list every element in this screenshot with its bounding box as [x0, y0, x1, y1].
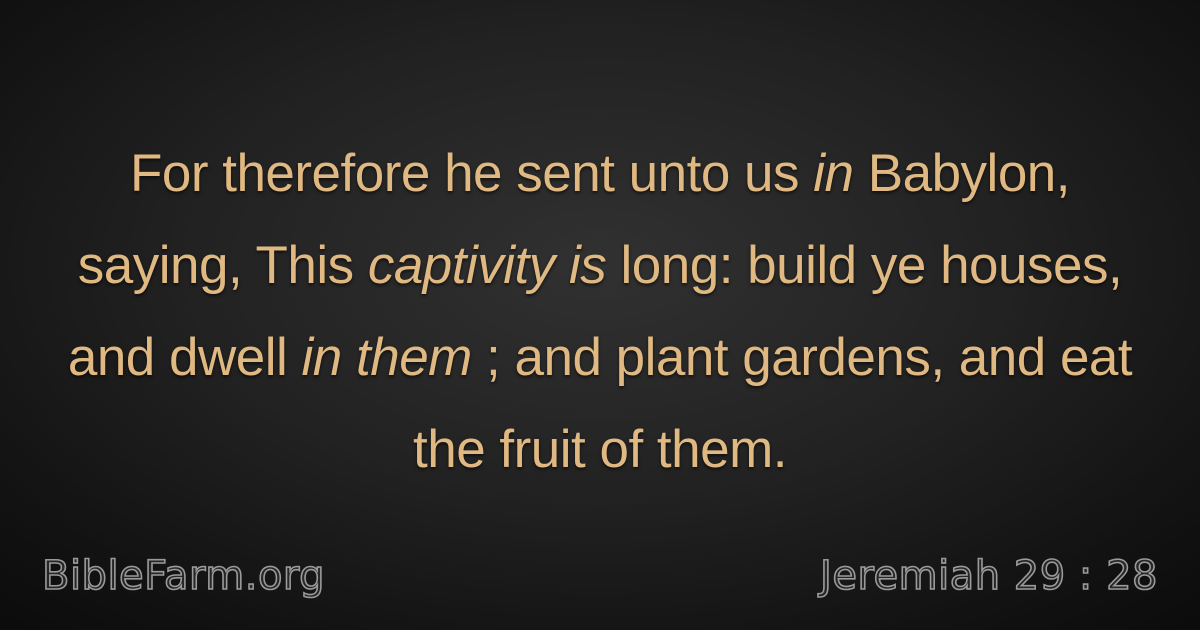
- site-name: BibleFarm.org: [42, 553, 326, 599]
- verse-segment-italic: in them: [301, 328, 472, 387]
- verse-text: [60, 128, 1140, 496]
- verse-segment: long: build ye houses, and dwell: [67, 236, 1123, 387]
- verse-segment-italic: in: [813, 144, 854, 203]
- verse-segment: For therefore he sent unto us: [130, 144, 814, 203]
- verse-segment: ; and plant gardens, and eat the fruit of them.: [413, 328, 1133, 479]
- verse-segment: Babylon, saying, This: [77, 144, 1070, 295]
- verse-segment-italic: captivity is: [367, 236, 607, 295]
- verse-reference: Jeremiah 29 : 28: [820, 553, 1158, 599]
